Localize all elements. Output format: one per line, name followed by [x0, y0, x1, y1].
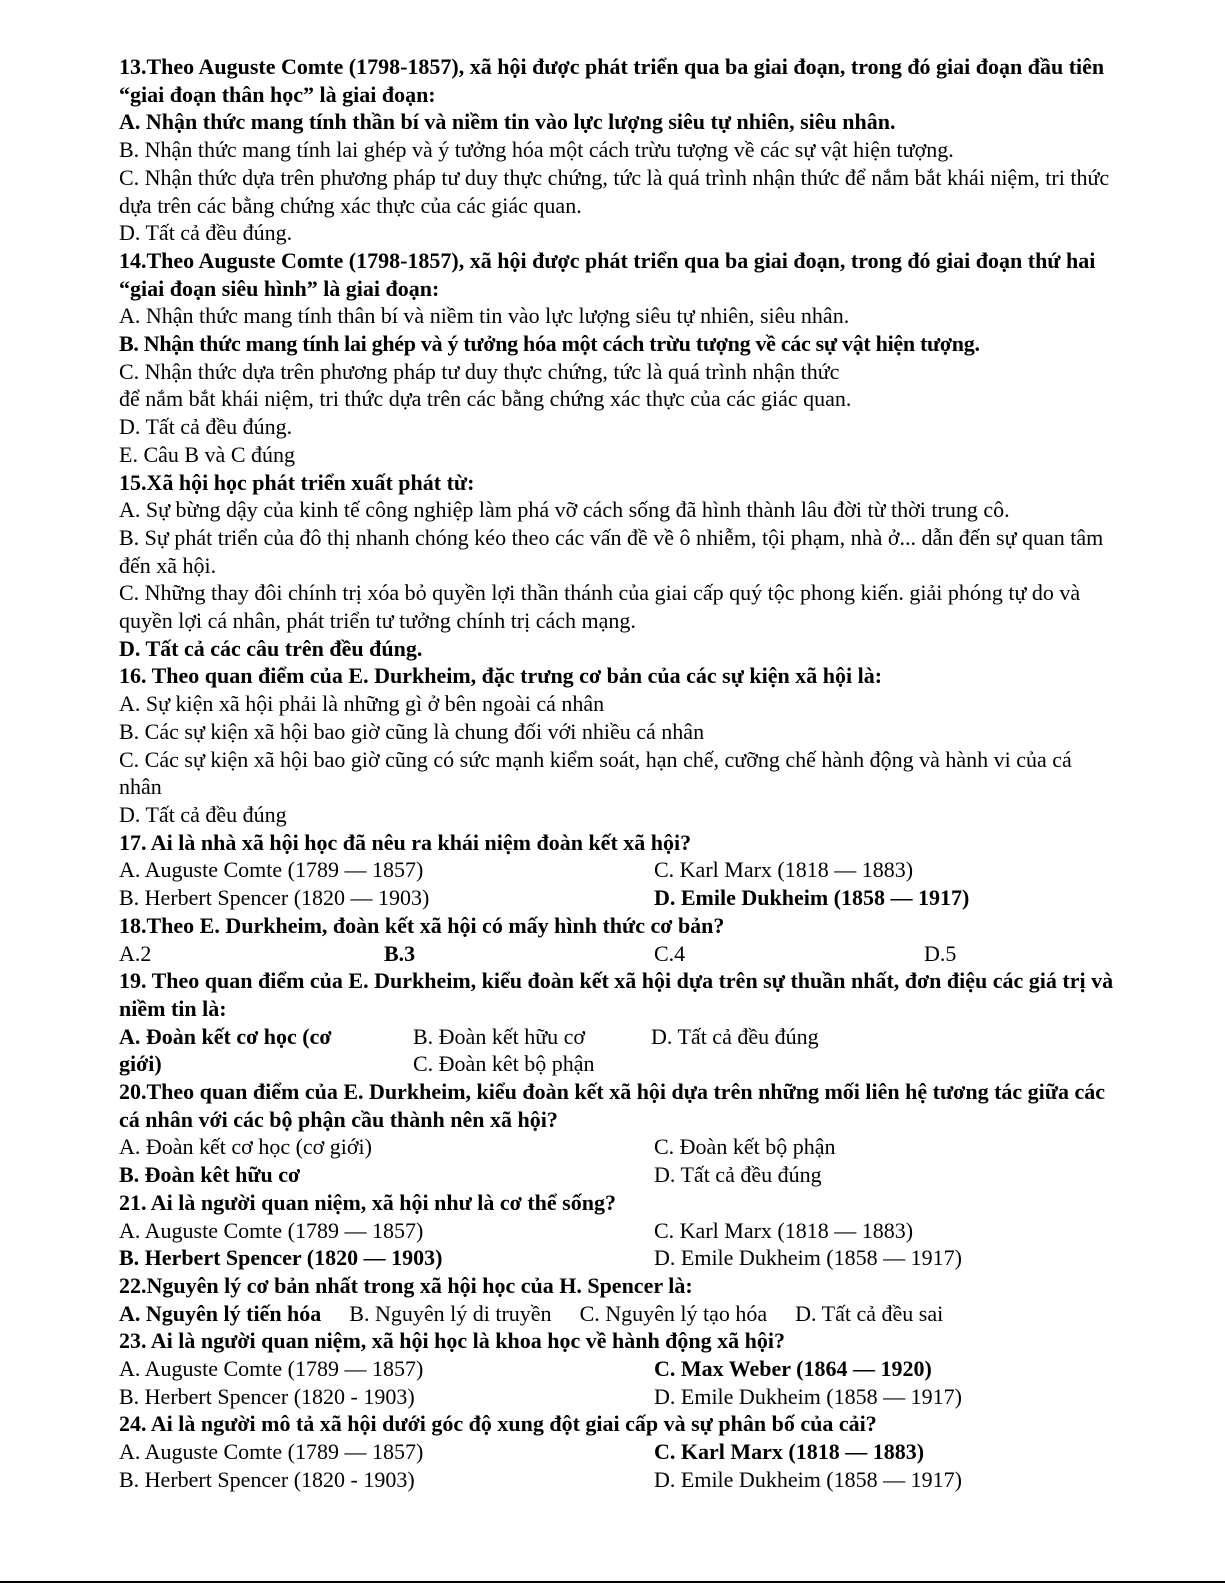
- answer-d: D. Emile Dukheim (1858 — 1917): [654, 1245, 962, 1271]
- answer-c-line1: C. Nhận thức dựa trên phương pháp tư duy thực chứng, tức là quá trình nhận thức: [119, 358, 840, 384]
- answer-a: A. Auguste Comte (1789 — 1857): [119, 1217, 424, 1243]
- answer-a: A. Auguste Comte (1789 — 1857): [119, 1356, 424, 1382]
- question-16: [119, 662, 1119, 828]
- answer-c: C. Nguyên lý tạo hóa: [579, 1300, 768, 1326]
- answer-c: C. Đoàn kêt bộ phận: [413, 1051, 595, 1077]
- question-19: [119, 967, 1119, 1078]
- answer-b: B. Sự phát triển của đô thị nhanh chóng kéo theo các vấn đề về ô nhiễm, tội phạm, nhà ở... dẫn đến sự quan tâm đến xã hội.: [119, 524, 1104, 578]
- question-stem: 24. Ai là người mô tả xã hội dưới góc độ xung đột giai cấp và sự phân bố của cải?: [119, 1411, 877, 1437]
- question-24: [119, 1410, 1119, 1493]
- answer-d: D. Emile Dukheim (1858 — 1917): [654, 885, 970, 911]
- answer-b: B. Đoàn kết hữu cơ: [413, 1023, 586, 1049]
- answer-c: C. Những thay đôi chính trị xóa bỏ quyền lợi thần thánh của giai cấp quý tộc phong kiến. giải phóng tự do và quyền lợi cá nhân, phát triển tư tưởng chính trị cách mạng.: [119, 580, 1081, 634]
- question-stem: 22.Nguyên lý cơ bản nhất trong xã hội học của H. Spencer là:: [119, 1272, 693, 1298]
- answer-b: B. Herbert Spencer (1820 - 1903): [119, 1466, 415, 1492]
- quiz-page: [119, 53, 1119, 1494]
- answer-b: B. Nhận thức mang tính lai ghép và ý tưởng hóa một cách trừu tượng về các sự vật hiện tượng.: [119, 331, 980, 357]
- question-stem: 14.Theo Auguste Comte (1798-1857), xã hội được phát triển qua ba giai đoạn, trong đó giai đoạn thứ hai “giai đoạn siêu hình” là giai đoạn:: [119, 247, 1096, 301]
- question-stem: 21. Ai là người quan niệm, xã hội như là cơ thể sống?: [119, 1189, 616, 1215]
- answer-b: B. Nhận thức mang tính lai ghép và ý tưởng hóa một cách trừu tượng về các sự vật hiện tượng.: [119, 137, 954, 163]
- answer-d: D. Tất cả đều đúng: [119, 801, 287, 827]
- answer-a: A. Auguste Comte (1789 — 1857): [119, 1439, 424, 1465]
- answer-a-line1: A. Đoàn kết cơ học (cơ: [119, 1023, 332, 1049]
- question-23: [119, 1327, 1119, 1410]
- answer-c: C. Max Weber (1864 — 1920): [654, 1356, 932, 1382]
- question-21: [119, 1189, 1119, 1272]
- answer-c: C. Các sự kiện xã hội bao giờ cũng có sức mạnh kiểm soát, hạn chế, cưỡng chế hành động và hành vi của cá nhân: [119, 746, 1072, 800]
- answer-d: D. Emile Dukheim (1858 — 1917): [654, 1466, 962, 1492]
- answer-c: C. Đoàn kết bộ phận: [654, 1134, 836, 1160]
- answer-d: D.5: [924, 940, 957, 966]
- question-stem: 17. Ai là nhà xã hội học đã nêu ra khái niệm đoàn kết xã hội?: [119, 829, 692, 855]
- question-18: [119, 912, 1119, 967]
- answer-d: D. Tất cả đều đúng.: [119, 220, 293, 246]
- question-13: [119, 53, 1119, 247]
- answer-d: D. Emile Dukheim (1858 — 1917): [654, 1383, 962, 1409]
- answer-b: B. Herbert Spencer (1820 — 1903): [119, 1245, 443, 1271]
- answer-b: B. Các sự kiện xã hội bao giờ cũng là chung đối với nhiều cá nhân: [119, 718, 705, 744]
- page-bottom-rule: [0, 1581, 1225, 1583]
- answer-b: B. Herbert Spencer (1820 - 1903): [119, 1383, 415, 1409]
- question-stem: 15.Xã hội học phát triển xuất phát từ:: [119, 469, 475, 495]
- answer-a: A. Sự bừng dậy của kinh tế công nghiệp làm phá vỡ cách sống đã hình thành lâu đời từ thời trung cô.: [119, 497, 1010, 523]
- answer-a: A. Đoàn kết cơ học (cơ giới): [119, 1134, 372, 1160]
- answer-a: A. Sự kiện xã hội phải là những gì ở bên ngoài cá nhân: [119, 691, 605, 717]
- answer-c-line2: để nắm bắt khái niệm, tri thức dựa trên các bằng chứng xác thực của các giác quan.: [119, 386, 852, 412]
- answer-b: B. Nguyên lý di truyền: [349, 1300, 552, 1326]
- answer-d: D. Tất cả đều đúng: [651, 1023, 819, 1049]
- question-17: [119, 829, 1119, 912]
- answer-a: A. Nhận thức mang tính thân bí và niềm tin vào lực lượng siêu tự nhiên, siêu nhân.: [119, 303, 850, 329]
- answer-c: C. Karl Marx (1818 — 1883): [654, 1439, 925, 1465]
- answer-c: C. Karl Marx (1818 — 1883): [654, 1217, 914, 1243]
- answer-d: D. Tất cả đều đúng.: [119, 414, 293, 440]
- answer-c: C. Karl Marx (1818 — 1883): [654, 857, 914, 883]
- answer-a: A. Auguste Comte (1789 — 1857): [119, 857, 424, 883]
- answer-c: C. Nhận thức dựa trên phương pháp tư duy thực chứng, tức là quá trình nhận thức để nắm bắt khái niệm, tri thức dựa trên các bằng chứng xác thực của các giác quan.: [119, 164, 1110, 218]
- question-stem: 23. Ai là người quan niệm, xã hội học là khoa học về hành động xã hội?: [119, 1328, 785, 1354]
- answer-a: A. Nguyên lý tiến hóa: [119, 1300, 322, 1326]
- answer-d: D. Tất cả đều sai: [795, 1300, 944, 1326]
- answer-b: B. Herbert Spencer (1820 — 1903): [119, 885, 430, 911]
- answer-b: B.3: [384, 940, 416, 966]
- question-20: [119, 1078, 1119, 1189]
- question-22: [119, 1272, 1119, 1327]
- answer-e: E. Câu B và C đúng: [119, 441, 295, 467]
- question-15: [119, 469, 1119, 663]
- answer-a: A.2: [119, 940, 152, 966]
- answer-a-line2: giới): [119, 1051, 162, 1077]
- answer-a: A. Nhận thức mang tính thần bí và niềm tin vào lực lượng siêu tự nhiên, siêu nhân.: [119, 109, 896, 135]
- question-stem: 16. Theo quan điểm của E. Durkheim, đặc trưng cơ bản của các sự kiện xã hội là:: [119, 663, 883, 689]
- question-stem: 18.Theo E. Durkheim, đoàn kết xã hội có mấy hình thức cơ bản?: [119, 912, 725, 938]
- answer-d: D. Tất cả các câu trên đều đúng.: [119, 635, 423, 661]
- answer-d: D. Tất cả đều đúng: [654, 1162, 822, 1188]
- answer-b: B. Đoàn kêt hữu cơ: [119, 1162, 301, 1188]
- question-14: [119, 247, 1119, 469]
- answer-c: C.4: [654, 940, 686, 966]
- question-stem: 13.Theo Auguste Comte (1798-1857), xã hội được phát triển qua ba giai đoạn, trong đó giai đoạn đầu tiên “giai đoạn thân học” là giai đoạn:: [119, 54, 1105, 107]
- question-stem: 19. Theo quan điểm của E. Durkheim, kiểu đoàn kết xã hội dựa trên sự thuần nhất, đơn điệu các giá trị và niềm tin là:: [119, 968, 1114, 1021]
- question-stem: 20.Theo quan điểm của E. Durkheim, kiểu đoàn kết xã hội dựa trên những mối liên hệ tương tác giữa các cá nhân với các bộ phận cầu thành nên xã hội?: [119, 1079, 1106, 1132]
